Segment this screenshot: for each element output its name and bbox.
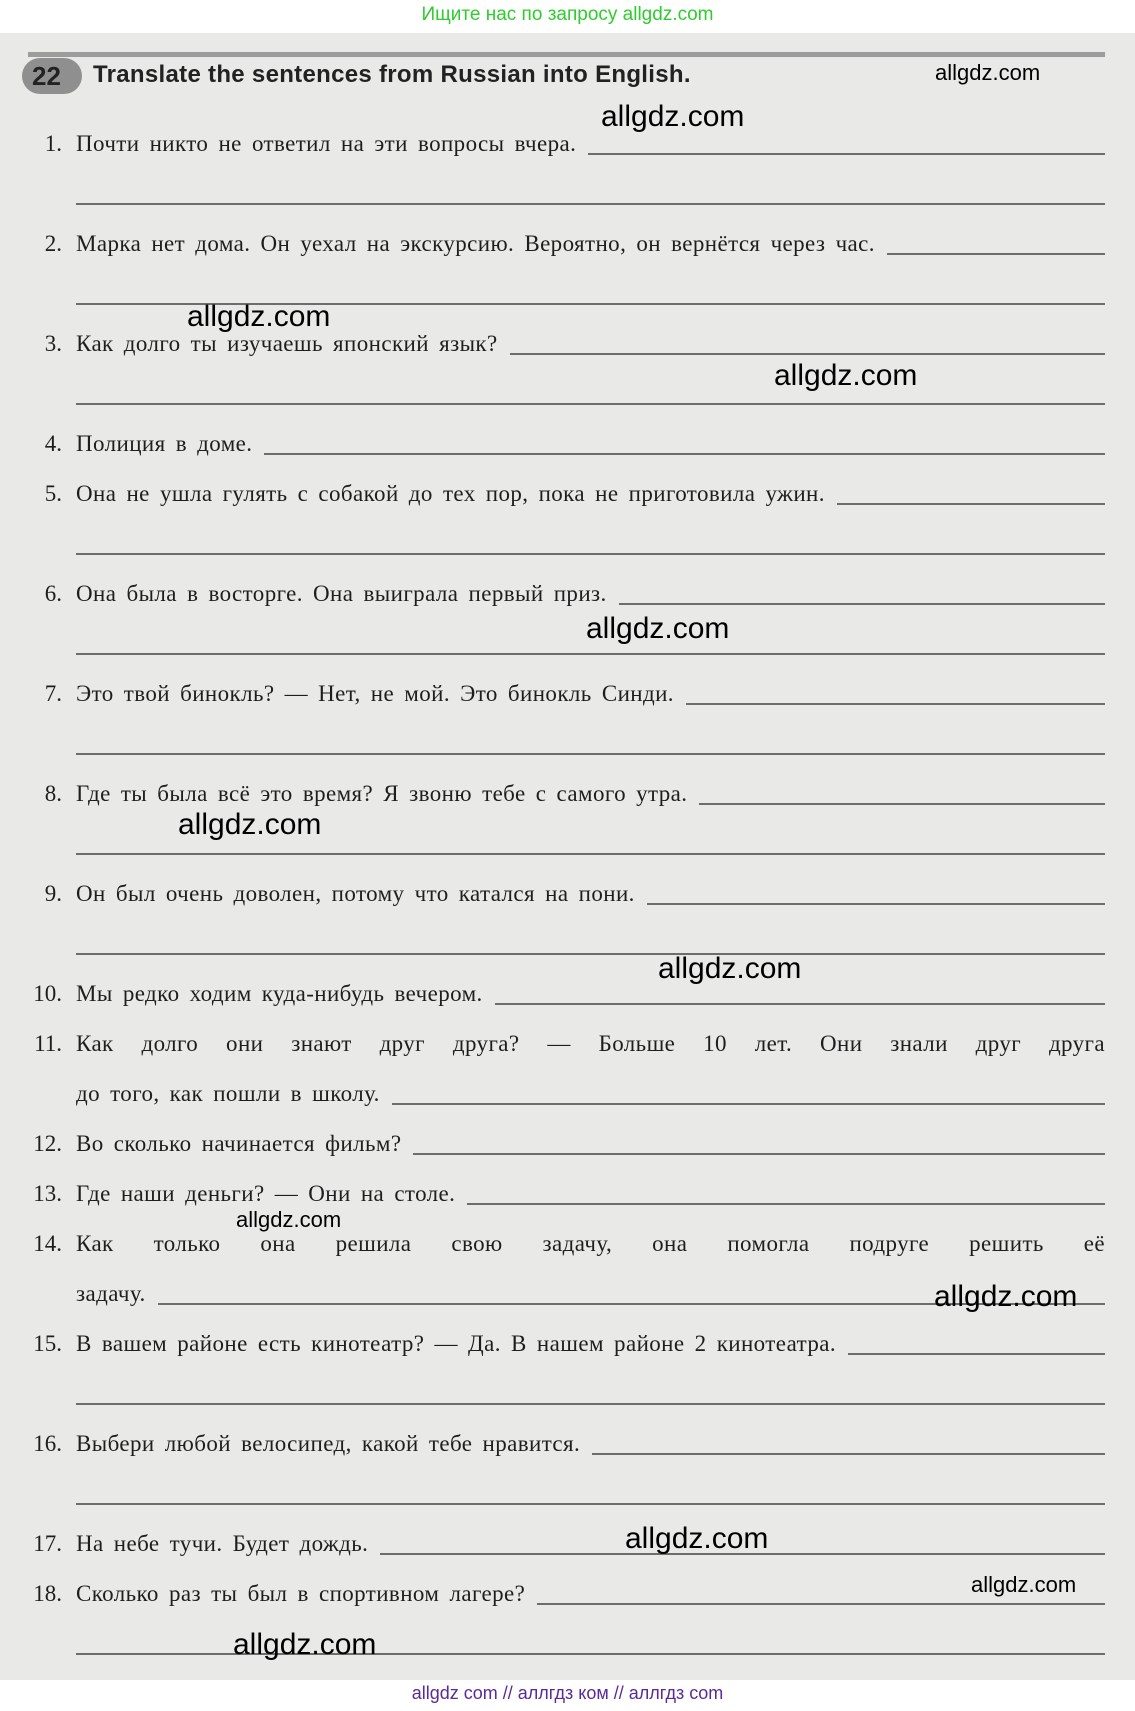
answer-line[interactable] (537, 1602, 1105, 1605)
answer-line[interactable] (392, 1102, 1105, 1105)
item-text: Как долго они знают друг друга? — Больше 10 лет. Они знали друг друга (76, 1031, 1105, 1056)
item-number: 14. (33, 1231, 62, 1256)
exercise-item (0, 1571, 1105, 1611)
item-number: 6. (44, 581, 62, 606)
exercise-item (0, 671, 1105, 711)
answer-line-row (0, 1371, 1105, 1411)
exercise-item (0, 971, 1105, 1011)
item-number: 16. (33, 1431, 62, 1456)
answer-line-row (0, 521, 1105, 561)
exercise-item (0, 771, 1105, 811)
answer-line[interactable] (413, 1152, 1105, 1155)
exercise-item (0, 121, 1105, 161)
item-number: 5. (44, 481, 62, 506)
item-number: 18. (33, 1581, 62, 1606)
item-number: 3. (44, 331, 62, 356)
answer-line[interactable] (699, 802, 1105, 805)
item-number: 1. (44, 131, 62, 156)
item-number: 12. (33, 1131, 62, 1156)
item-text: Где ты была всё это время? Я звоню тебе с самого утра. (76, 781, 688, 806)
item-text: На небе тучи. Будет дождь. (76, 1531, 369, 1556)
watermark-text: allgdz.com (178, 808, 322, 841)
answer-line[interactable] (837, 502, 1105, 505)
item-number: 7. (44, 681, 62, 706)
item-number: 17. (33, 1531, 62, 1556)
item-text: Это твой бинокль? — Нет, не мой. Это бинокль Синди. (76, 681, 674, 706)
answer-line[interactable] (76, 752, 1105, 755)
answer-line-row (0, 921, 1105, 961)
watermark-text: allgdz.com (774, 359, 918, 392)
answer-line-row (0, 1621, 1105, 1661)
exercise-item (0, 321, 1105, 361)
top-banner: Ищите нас по запросу allgdz.com (421, 4, 714, 25)
exercise-item (0, 871, 1105, 911)
item-continuation (0, 1071, 1105, 1111)
answer-line[interactable] (588, 152, 1105, 155)
footer-banner: allgdz com // аллгдз ком // аллгдз com (411, 1683, 724, 1703)
item-number: 13. (33, 1181, 62, 1206)
watermark-text: allgdz.com (233, 1628, 377, 1661)
exercise-item (0, 1521, 1105, 1561)
item-number: 8. (44, 781, 62, 806)
item-number: 10. (33, 981, 62, 1006)
answer-line[interactable] (76, 1652, 1105, 1655)
answer-line-row (0, 171, 1105, 211)
answer-line[interactable] (686, 702, 1105, 705)
exercise-title: Translate the sentences from Russian into English. (93, 61, 691, 88)
item-text: Полиция в доме. (76, 431, 253, 456)
item-text: Во сколько начинается фильм? (76, 1131, 402, 1156)
answer-line-row (0, 821, 1105, 861)
answer-line-row (0, 271, 1105, 311)
answer-line[interactable] (76, 402, 1105, 405)
item-text-continuation: до того, как пошли в школу. (76, 1081, 380, 1106)
item-number: 15. (33, 1331, 62, 1356)
answer-line[interactable] (264, 452, 1105, 455)
item-text: Она не ушла гулять с собакой до тех пор, пока не приготовила ужин. (76, 481, 825, 506)
exercise-item (0, 571, 1105, 611)
watermark-text: allgdz.com (971, 1572, 1077, 1597)
watermark-text: allgdz.com (586, 612, 730, 645)
answer-line[interactable] (76, 1402, 1105, 1405)
workbook-page (0, 33, 1135, 1680)
watermark-text: allgdz.com (187, 300, 331, 333)
item-text: Почти никто не ответил на эти вопросы вчера. (76, 131, 577, 156)
exercise-item (0, 1221, 1105, 1261)
answer-line[interactable] (619, 602, 1105, 605)
answer-line-row (0, 721, 1105, 761)
answer-line-row (0, 621, 1105, 661)
item-text: Она была в восторге. Она выиграла первый приз. (76, 581, 607, 606)
answer-line[interactable] (467, 1202, 1105, 1205)
answer-line[interactable] (592, 1452, 1105, 1455)
exercise-item (0, 1021, 1105, 1061)
item-text: Как долго ты изучаешь японский язык? (76, 331, 498, 356)
answer-line[interactable] (76, 1502, 1105, 1505)
answer-line[interactable] (76, 952, 1105, 955)
item-text: В вашем районе есть кинотеатр? — Да. В нашем районе 2 кинотеатра. (76, 1331, 837, 1356)
watermark-text: allgdz.com (625, 1522, 769, 1555)
watermark-text: allgdz.com (236, 1207, 342, 1232)
watermark-text: allgdz.com (934, 1280, 1078, 1313)
exercise-number-badge: 22 (22, 58, 82, 94)
item-text: Мы редко ходим куда-нибудь вечером. (76, 981, 483, 1006)
item-number: 9. (44, 881, 62, 906)
answer-line[interactable] (495, 1002, 1105, 1005)
header-rule (28, 52, 1105, 57)
item-number: 11. (34, 1031, 62, 1056)
watermark-text: allgdz.com (935, 60, 1041, 85)
answer-line[interactable] (510, 352, 1105, 355)
item-text: Марка нет дома. Он уехал на экскурсию. Вероятно, он вернётся через час. (76, 231, 875, 256)
item-text: Как только она решила свою задачу, она помогла подруге решить её (76, 1231, 1105, 1256)
answer-line[interactable] (76, 652, 1105, 655)
answer-line[interactable] (76, 552, 1105, 555)
answer-line[interactable] (76, 852, 1105, 855)
item-text: Где наши деньги? — Они на столе. (76, 1181, 456, 1206)
exercise-item (0, 1421, 1105, 1461)
exercise-item (0, 421, 1105, 461)
answer-line[interactable] (848, 1352, 1105, 1355)
answer-line-row (0, 1471, 1105, 1511)
watermark-text: allgdz.com (658, 952, 802, 985)
exercise-item (0, 1321, 1105, 1361)
item-text-continuation: задачу. (76, 1281, 146, 1306)
item-text: Сколько раз ты был в спортивном лагере? (76, 1581, 526, 1606)
item-number: 4. (44, 431, 62, 456)
answer-line-row (0, 371, 1105, 411)
item-number: 2. (44, 231, 62, 256)
exercise-item (0, 1121, 1105, 1161)
exercise-item (0, 471, 1105, 511)
item-text: Выбери любой велосипед, какой тебе нравится. (76, 1431, 581, 1456)
answer-line[interactable] (647, 902, 1105, 905)
exercise-item (0, 221, 1105, 261)
watermark-text: allgdz.com (601, 100, 745, 133)
answer-line[interactable] (887, 252, 1105, 255)
answer-line[interactable] (76, 202, 1105, 205)
item-text: Он был очень доволен, потому что катался на пони. (76, 881, 635, 906)
exercise-item (0, 1171, 1105, 1211)
